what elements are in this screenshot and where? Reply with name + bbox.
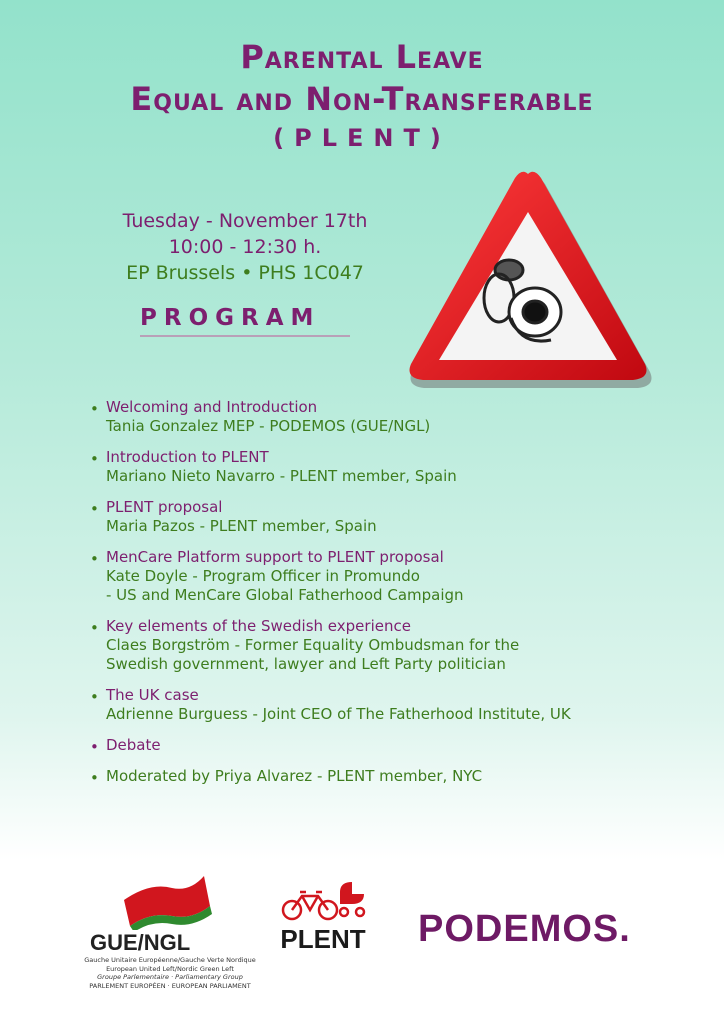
program-list xyxy=(90,398,710,798)
event-location: EP Brussels • PHS 1C047 xyxy=(126,262,364,284)
footer-logos xyxy=(0,860,724,1000)
program-underline xyxy=(140,335,350,337)
list-item: • MenCare Platform support to PLENT proposal Kate Doyle - Program Officer in Promundo - US and MenCare Global Fatherhood Campaign xyxy=(90,548,464,604)
program-heading: PROGRAM xyxy=(140,305,321,331)
list-item: • Welcoming and Introduction Tania Gonzalez MEP - PODEMOS (GUE/NGL) xyxy=(90,398,431,435)
list-item: • Debate xyxy=(90,736,161,756)
event-info xyxy=(100,208,390,286)
podemos-logo: PODEMOS. xyxy=(418,908,631,950)
tandem-bike-stroller-icon xyxy=(278,880,368,924)
list-item: • The UK case Adrienne Burguess - Joint CEO of The Fatherhood Institute, UK xyxy=(90,686,571,723)
title-line-1: Parental Leave xyxy=(240,38,484,76)
plent-logo: PLENT xyxy=(278,880,368,980)
list-item: • Introduction to PLENT Mariano Nieto Navarro - PLENT member, Spain xyxy=(90,448,457,485)
warning-sign-pacifier-icon xyxy=(403,168,653,392)
event-time: 10:00 - 12:30 h. xyxy=(168,236,322,258)
list-item: • Key elements of the Swedish experience Claes Borgström - Former Equality Ombudsman for the Swedish government, lawyer and Left Party politician xyxy=(90,617,520,673)
list-item: • Moderated by Priya Alvarez - PLENT member, NYC xyxy=(90,767,483,787)
title-line-3: (PLENT) xyxy=(273,124,451,152)
gue-flag-icon xyxy=(80,870,260,930)
title-line-2: Equal and Non-Transferable xyxy=(130,80,594,118)
event-date: Tuesday - November 17th xyxy=(122,210,368,232)
gue-ngl-logo: GUE/NGL Gauche Unitaire Européenne/Gauche Verte Nordique European United Left/Nordic Green Left Groupe Parlementaire · Parliamentary Group PARLEMENT EUROPÉEN · EUROPEAN PARLIAMENT xyxy=(80,870,260,934)
list-item: • PLENT proposal Maria Pazos - PLENT member, Spain xyxy=(90,498,377,535)
